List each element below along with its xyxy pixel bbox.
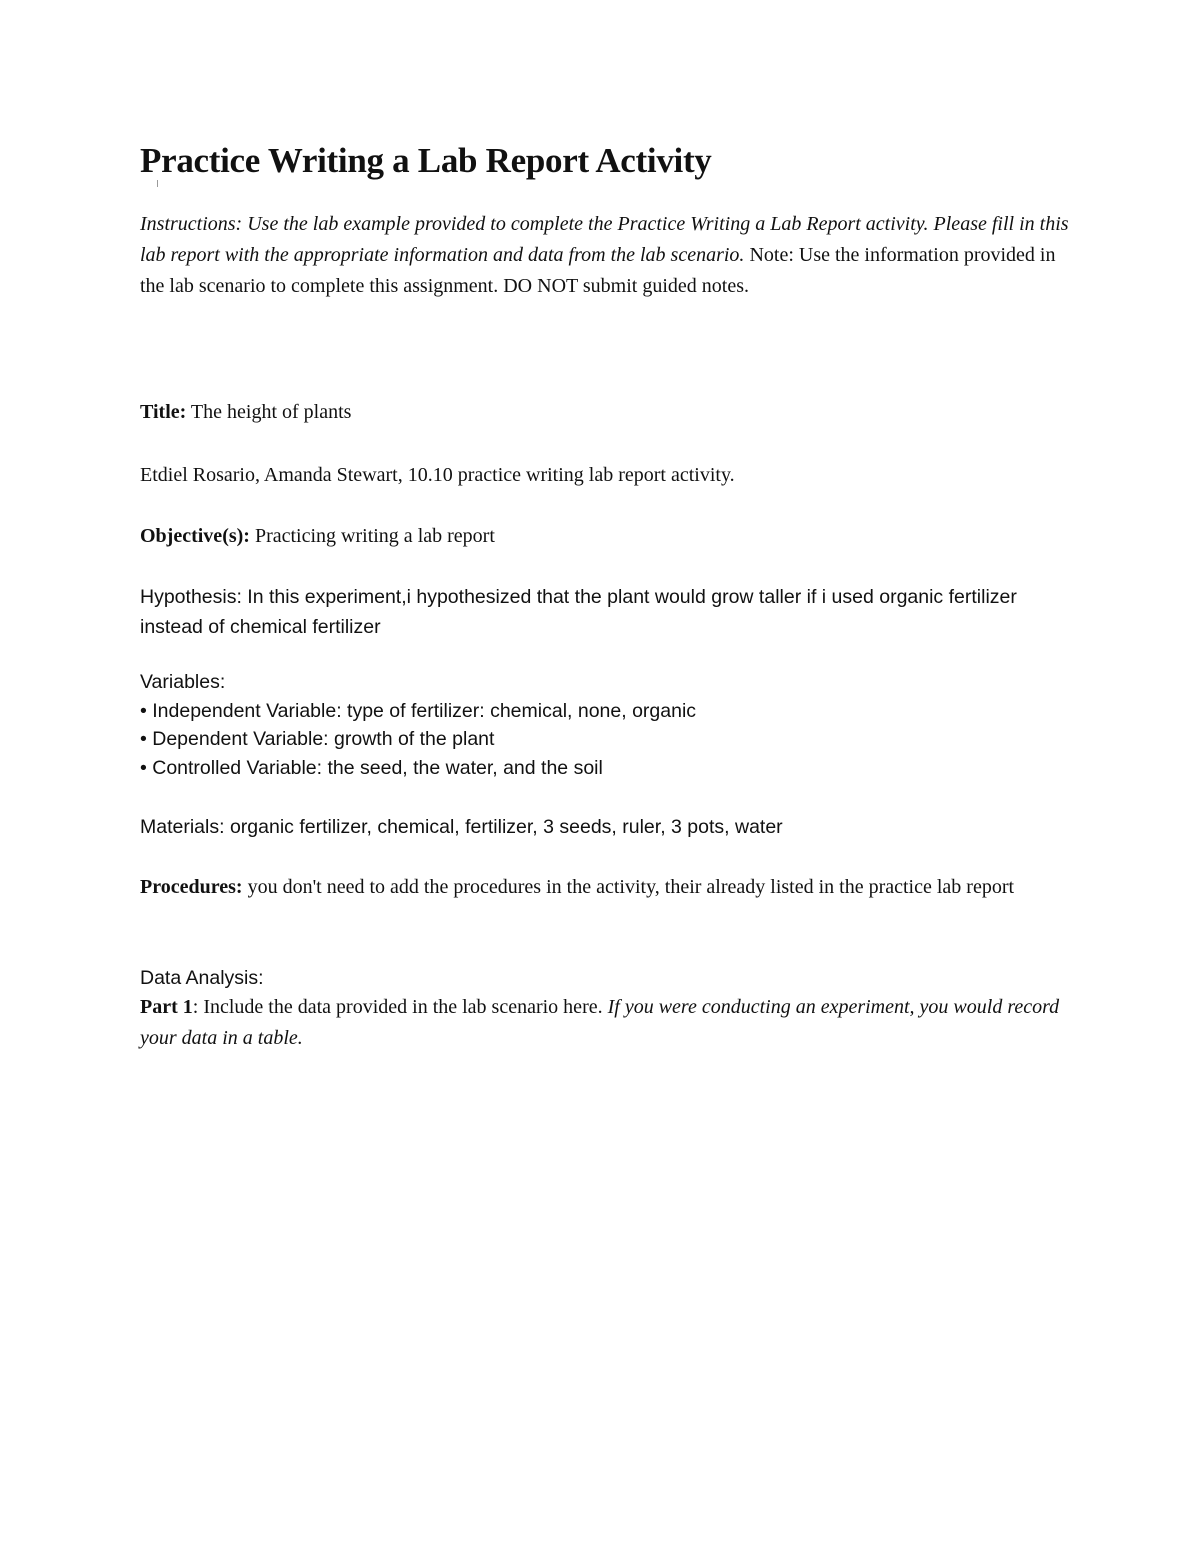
document-title: Practice Writing a Lab Report Activity bbox=[140, 141, 712, 180]
title-line bbox=[140, 397, 1070, 427]
instructions-paragraph bbox=[140, 209, 1070, 302]
variables-heading: Variables: bbox=[140, 671, 226, 693]
list-item: • Independent Variable: type of fertilizer: chemical, none, organic bbox=[140, 699, 697, 722]
instructions-lead: Instructions: bbox=[140, 213, 243, 235]
hypothesis-paragraph: Hypothesis: In this experiment,i hypothesized that the plant would grow taller if i used organic fertilizer instead of chemical fertilizer bbox=[140, 586, 1017, 638]
list-item: • Controlled Variable: the seed, the water, and the soil bbox=[140, 756, 603, 779]
instructions-italic-text: Use the lab example provided to complete the Practice Writing a Lab Report activity. Please fill in this lab report with the appropriate information and data from the lab scenario. bbox=[140, 213, 1069, 266]
list-item: • Dependent Variable: growth of the plant bbox=[140, 728, 495, 750]
cursor-mark bbox=[157, 180, 158, 187]
title-value: The height of plants bbox=[186, 401, 352, 423]
authors-line: Etdiel Rosario, Amanda Stewart, 10.10 practice writing lab report activity. bbox=[140, 464, 735, 486]
objective-value: Practicing writing a lab report bbox=[249, 525, 495, 547]
part1-text: : Include the data provided in the lab scenario here. bbox=[192, 996, 608, 1018]
procedures-value: you don't need to add the procedures in the activity, their already listed in the practice lab report bbox=[242, 876, 1015, 898]
objective-line bbox=[140, 521, 1070, 551]
materials-line: Materials: organic fertilizer, chemical, fertilizer, 3 seeds, ruler, 3 pots, water bbox=[140, 816, 783, 838]
variables-section bbox=[140, 668, 1070, 782]
part1-italic: If you were conducting an experiment, you would record your data in a table. bbox=[140, 996, 1060, 1049]
objective-label: Objective(s): bbox=[140, 525, 250, 547]
instructions-note: Note: Use the information provided in the lab scenario to complete this assignment. DO NOT submit guided notes. bbox=[140, 244, 1056, 297]
part1-label: Part 1 bbox=[140, 996, 193, 1018]
procedures-paragraph bbox=[140, 872, 1070, 903]
data-analysis-part1 bbox=[140, 992, 1080, 1054]
data-analysis-heading: Data Analysis: bbox=[140, 967, 264, 989]
title-label: Title: bbox=[140, 401, 187, 423]
procedures-label: Procedures: bbox=[140, 876, 243, 898]
